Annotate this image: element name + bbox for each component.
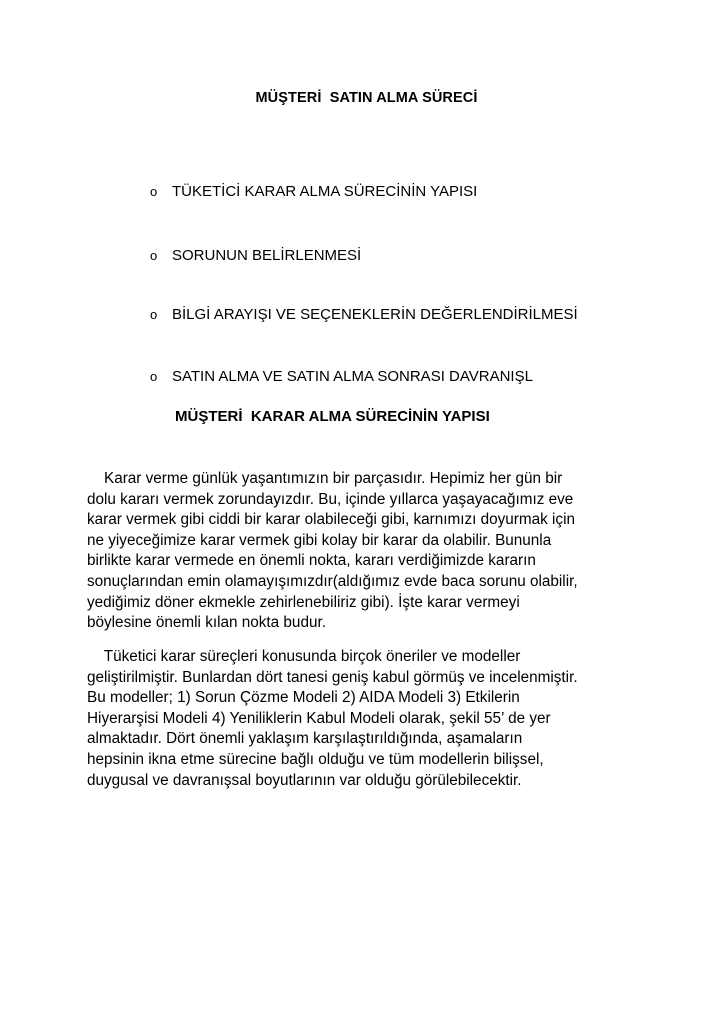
topic-item [150, 306, 578, 323]
body-paragraph [87, 469, 647, 634]
section-heading: MÜŞTERİ KARAR ALMA SÜRECİNİN YAPISI [175, 408, 490, 425]
topic-item [150, 183, 477, 200]
paragraph-line: Hiyerarşisi Modeli 4) Yeniliklerin Kabul Modeli olarak, şekil 55’ de yer [87, 709, 551, 727]
paragraph-line: ne yiyeceğimize karar vermek gibi kolay bir karar da olabilir. Bununla [87, 531, 552, 549]
paragraph-line: Tüketici karar süreçleri konusunda birçok öneriler ve modeller [87, 648, 521, 665]
paragraph-line: almaktadır. Dört önemli yaklaşım karşılaştırıldığında, aşamaların [87, 730, 523, 748]
paragraph-line: hepsinin ikna etme sürecine bağlı olduğu ve tüm modellerin bilişsel, [87, 750, 544, 768]
topic-label: TÜKETİCİ KARAR ALMA SÜRECİNİN YAPISI [172, 183, 478, 200]
paragraph-line: geliştirilmiştir. Bunlardan dört tanesi geniş kabul görmüş ve incelenmiştir. [87, 668, 578, 686]
bullet-icon: o [150, 307, 158, 322]
topic-item [150, 368, 533, 385]
bullet-icon: o [150, 248, 158, 263]
topic-label: SORUNUN BELİRLENMESİ [172, 247, 362, 264]
paragraph-line: duygusal ve davranışsal boyutlarının var olduğu görülebilecektir. [87, 771, 522, 789]
bullet-icon: o [150, 184, 158, 199]
paragraph-line: böylesine önemli kılan nokta budur. [87, 614, 326, 632]
topic-label: BİLGİ ARAYIŞI VE SEÇENEKLERİN DEĞERLENDİRİLMESİ [172, 306, 578, 323]
bullet-icon: o [150, 369, 158, 384]
topic-label: SATIN ALMA VE SATIN ALMA SONRASI DAVRANIŞL [172, 368, 533, 385]
topic-item [150, 247, 361, 264]
paragraph-line: sonuçlarından emin olamayışımızdır(aldığımız evde baca sorunu olabilir, [87, 572, 578, 590]
paragraph-line: birlikte karar vermede en önemli nokta, kararı verdiğimizde kararın [87, 552, 536, 570]
paragraph-line: Bu modeller; 1) Sorun Çözme Modeli 2) AIDA Modeli 3) Etkilerin [87, 689, 520, 707]
body-paragraph [87, 647, 647, 791]
paragraph-line: Karar verme günlük yaşantımızın bir parçasıdır. Hepimiz her gün bir [87, 470, 563, 487]
document-title: MÜŞTERİ SATIN ALMA SÜRECİ [255, 90, 478, 106]
paragraph-line: dolu kararı vermek zorundayızdır. Bu, içinde yıllarca yaşayacağımız eve [87, 490, 574, 508]
paragraph-line: karar vermek gibi ciddi bir karar olabileceği gibi, karnımızı doyurmak için [87, 511, 575, 529]
paragraph-line: yediğimiz döner ekmekle zehirlenebiliriz gibi). İşte karar vermeyi [87, 593, 520, 611]
